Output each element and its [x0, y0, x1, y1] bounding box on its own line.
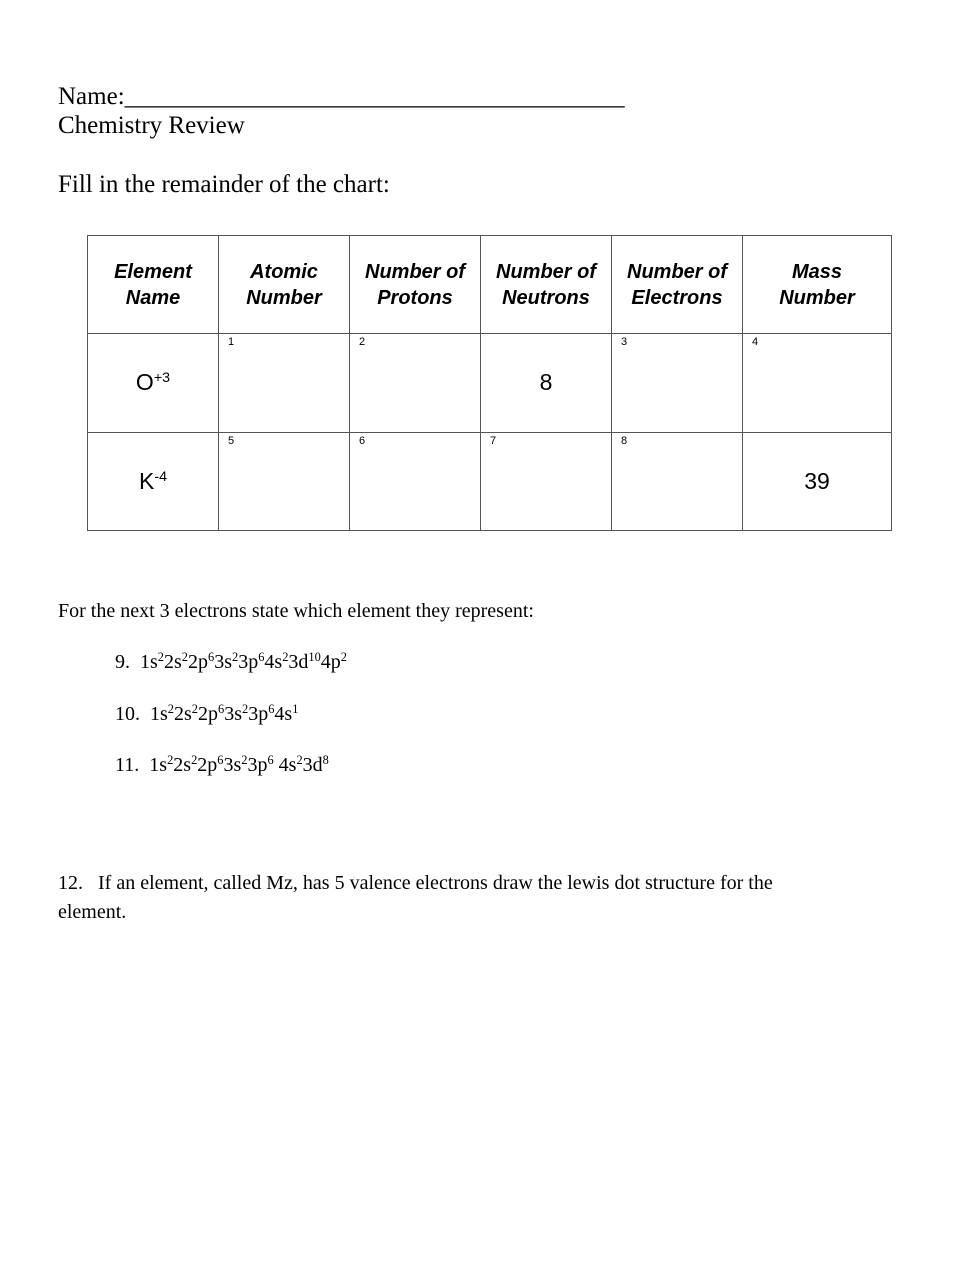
electron-configuration [150, 703, 298, 725]
element-chart [87, 235, 892, 531]
question-number: 2 [359, 336, 366, 348]
question-number: 3 [621, 336, 628, 348]
orbital-exponent: 2 [241, 753, 248, 768]
name-line [58, 84, 625, 109]
orbital-term: 3s [223, 754, 242, 776]
orbital-exponent: 2 [191, 753, 198, 768]
element-cell [88, 432, 219, 531]
orbital-exponent: 2 [232, 650, 239, 665]
chart-header-row [88, 236, 892, 334]
orbital-term: 4s [274, 703, 293, 725]
orbital-term: 4s [273, 754, 297, 776]
orbital-term: 2s [164, 651, 182, 673]
orbital-exponent: 10 [308, 650, 321, 665]
orbital-term: 3p [248, 703, 269, 725]
page-subtitle: Chemistry Review [58, 112, 245, 139]
orbital-term: 2p [198, 703, 218, 725]
config-item-11 [115, 755, 329, 775]
orbital-exponent: 6 [208, 650, 215, 665]
question-number: 7 [490, 434, 497, 447]
answer-cell[interactable] [350, 334, 481, 433]
table-row [88, 432, 892, 531]
answer-cell[interactable] [219, 432, 350, 531]
orbital-exponent: 6 [267, 753, 274, 768]
orbital-term: 1s [140, 651, 158, 673]
col-header-element-name: Element Name [88, 236, 219, 334]
question-12-continued: element. [58, 901, 127, 923]
orbital-exponent: 2 [282, 650, 289, 665]
question-text: If an element, called Mz, has 5 valence electrons draw the lewis dot structure for the [98, 872, 773, 894]
question-number: 1 [228, 336, 235, 348]
answer-cell[interactable] [612, 432, 743, 531]
orbital-exponent: 2 [340, 650, 347, 665]
neutrons-value: 8 [539, 369, 553, 396]
orbital-term: 3d [302, 754, 323, 776]
orbital-exponent: 2 [296, 753, 303, 768]
answer-cell[interactable] [350, 432, 481, 531]
orbital-term: 3s [214, 651, 232, 673]
orbital-exponent: 6 [268, 702, 275, 717]
col-header-mass-number: Mass Number [743, 236, 892, 334]
element-symbol: $O^{+3}$ [135, 369, 171, 396]
orbital-term: 4p [320, 651, 341, 673]
electron-configuration [140, 651, 347, 673]
orbital-exponent: 2 [167, 702, 174, 717]
orbital-exponent: 6 [217, 753, 224, 768]
orbital-exponent: 2 [242, 702, 249, 717]
orbital-term: 1s [149, 754, 168, 776]
orbital-term: 3p [238, 651, 259, 673]
answer-cell[interactable] [219, 334, 350, 433]
orbital-exponent: 1 [292, 702, 299, 717]
config-item-9 [115, 652, 347, 672]
orbital-term: 3p [247, 754, 268, 776]
question-number: 4 [752, 336, 759, 348]
orbital-exponent: 2 [157, 650, 164, 665]
value-cell [743, 432, 892, 531]
element-cell [88, 334, 219, 433]
question-number: 5 [228, 434, 235, 447]
answer-cell[interactable] [612, 334, 743, 433]
question-number: 6 [359, 434, 366, 447]
name-blank[interactable]: ________________________________________ [124, 83, 625, 110]
mass-number-value: 39 [804, 467, 830, 494]
item-number: 10. [115, 703, 140, 725]
question-number: 8 [621, 434, 628, 447]
orbital-term: 1s [150, 703, 168, 725]
table-row [88, 334, 892, 433]
col-header-atomic-number: Atomic Number [219, 236, 350, 334]
element-symbol: $K^{-4}$ [138, 467, 167, 494]
orbital-term: 2p [197, 754, 218, 776]
orbital-term: 2s [174, 703, 192, 725]
orbital-term: 3d [288, 651, 309, 673]
question-number: 12. [58, 872, 83, 894]
orbital-exponent: 2 [167, 753, 174, 768]
item-number: 9. [115, 651, 130, 673]
orbital-term: 4s [264, 651, 283, 673]
orbital-exponent: 2 [181, 650, 188, 665]
col-header-protons: Number of Protons [350, 236, 481, 334]
orbital-term: 2p [188, 651, 208, 673]
orbital-exponent: 2 [191, 702, 198, 717]
orbital-term: 3s [224, 703, 242, 725]
value-cell [481, 334, 612, 433]
col-header-neutrons: Number of Neutrons [481, 236, 612, 334]
section-prompt: For the next 3 electrons state which element they represent: [58, 600, 534, 622]
orbital-term: 2s [173, 754, 192, 776]
electron-configuration [149, 754, 329, 776]
item-number: 11. [115, 754, 140, 776]
answer-cell[interactable] [743, 334, 892, 433]
col-header-electrons: Number of Electrons [612, 236, 743, 334]
name-label: Name: [58, 83, 125, 110]
config-item-10 [115, 704, 298, 724]
question-12 [58, 873, 773, 893]
orbital-exponent: 6 [258, 650, 265, 665]
instructions: Fill in the remainder of the chart: [58, 171, 390, 198]
orbital-exponent: 8 [322, 753, 329, 768]
answer-cell[interactable] [481, 432, 612, 531]
orbital-exponent: 6 [218, 702, 225, 717]
